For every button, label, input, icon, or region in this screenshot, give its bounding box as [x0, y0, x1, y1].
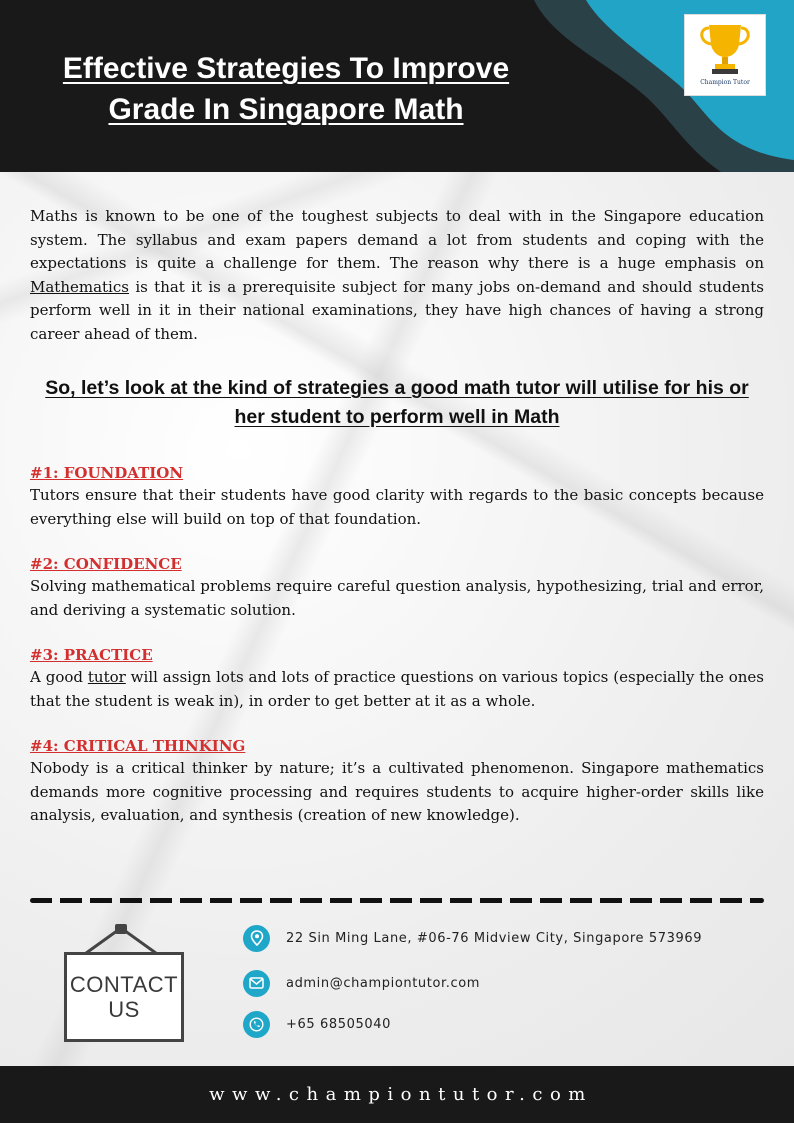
page-title: Effective Strategies To Improve Grade In Singapore Math — [62, 52, 510, 126]
section-body: Solving mathematical problems require careful question analysis, hypothesizing, trial and error, and deriving a systematic solution. — [30, 577, 764, 619]
contact-address-row — [243, 924, 702, 952]
website-link[interactable]: www.championtutor.com — [209, 1084, 593, 1105]
mail-icon — [243, 970, 270, 997]
sign-line-2: US — [108, 997, 140, 1022]
address-text: 22 Sin Ming Lane, #06-76 Midview City, Singapore 573969 — [286, 930, 703, 946]
section-heading: #3: PRACTICE — [30, 646, 153, 664]
section-confidence — [30, 553, 764, 622]
practice-text-1: A good — [30, 668, 88, 686]
section-heading: #4: CRITICAL THINKING — [30, 737, 246, 755]
logo-text: Champion Tutor — [700, 79, 750, 86]
footer-bar — [0, 1066, 794, 1123]
sign-line-1: CONTACT — [69, 972, 179, 997]
champion-tutor-logo — [684, 14, 766, 96]
section-body: Nobody is a critical thinker by nature; it’s a cultivated phenomenon. Singapore mathematics demands more cognitive processing and requires students to acquire higher-order skills like analysis, evaluation, and synthesis (creation of new knowledge). — [30, 759, 764, 824]
contact-email-row — [243, 969, 480, 997]
section-body — [30, 666, 764, 713]
main-content — [30, 205, 764, 828]
intro-text-1: Maths is known to be one of the toughest subjects to deal with in the Singapore education system. The syllabus and exam papers demand a lot from students and coping with the expectations is quite a challenge for them. The reason why there is a huge emphasis on — [30, 207, 764, 272]
mathematics-link[interactable]: Mathematics — [30, 277, 129, 296]
dashed-divider — [30, 898, 764, 903]
tutor-link[interactable]: tutor — [87, 668, 126, 686]
sign-board — [64, 952, 184, 1042]
section-heading: #2: CONFIDENCE — [30, 555, 182, 573]
section-practice — [30, 644, 764, 713]
location-pin-icon — [243, 925, 270, 952]
trophy-icon — [685, 15, 765, 77]
section-foundation — [30, 462, 764, 531]
intro-paragraph — [30, 205, 764, 346]
section-critical-thinking — [30, 735, 764, 828]
practice-text-2: will assign lots and lots of practice questions on various topics (especially the ones that the student is weak in), in order to get better at it as a whole. — [30, 668, 764, 710]
email-link[interactable]: admin@championtutor.com — [286, 975, 481, 991]
phone-icon — [243, 1011, 270, 1038]
contact-phone-row — [243, 1010, 391, 1038]
section-heading: #1: FOUNDATION — [30, 464, 184, 482]
contact-us-sign — [62, 922, 184, 1044]
intro-text-2: is that it is a prerequisite subject for many jobs on-demand and should students perform well in it in their national examinations, they have high chances of having a strong career ahead of them. — [30, 277, 764, 343]
strategies-subtitle: So, let’s look at the kind of strategies a good math tutor will utilise for his or her student to perform well in Math — [45, 377, 749, 428]
phone-link[interactable]: +65 68505040 — [286, 1016, 391, 1032]
header-banner — [0, 0, 794, 172]
section-body: Tutors ensure that their students have good clarity with regards to the basic concepts because everything else will build on top of that foundation. — [30, 486, 764, 528]
